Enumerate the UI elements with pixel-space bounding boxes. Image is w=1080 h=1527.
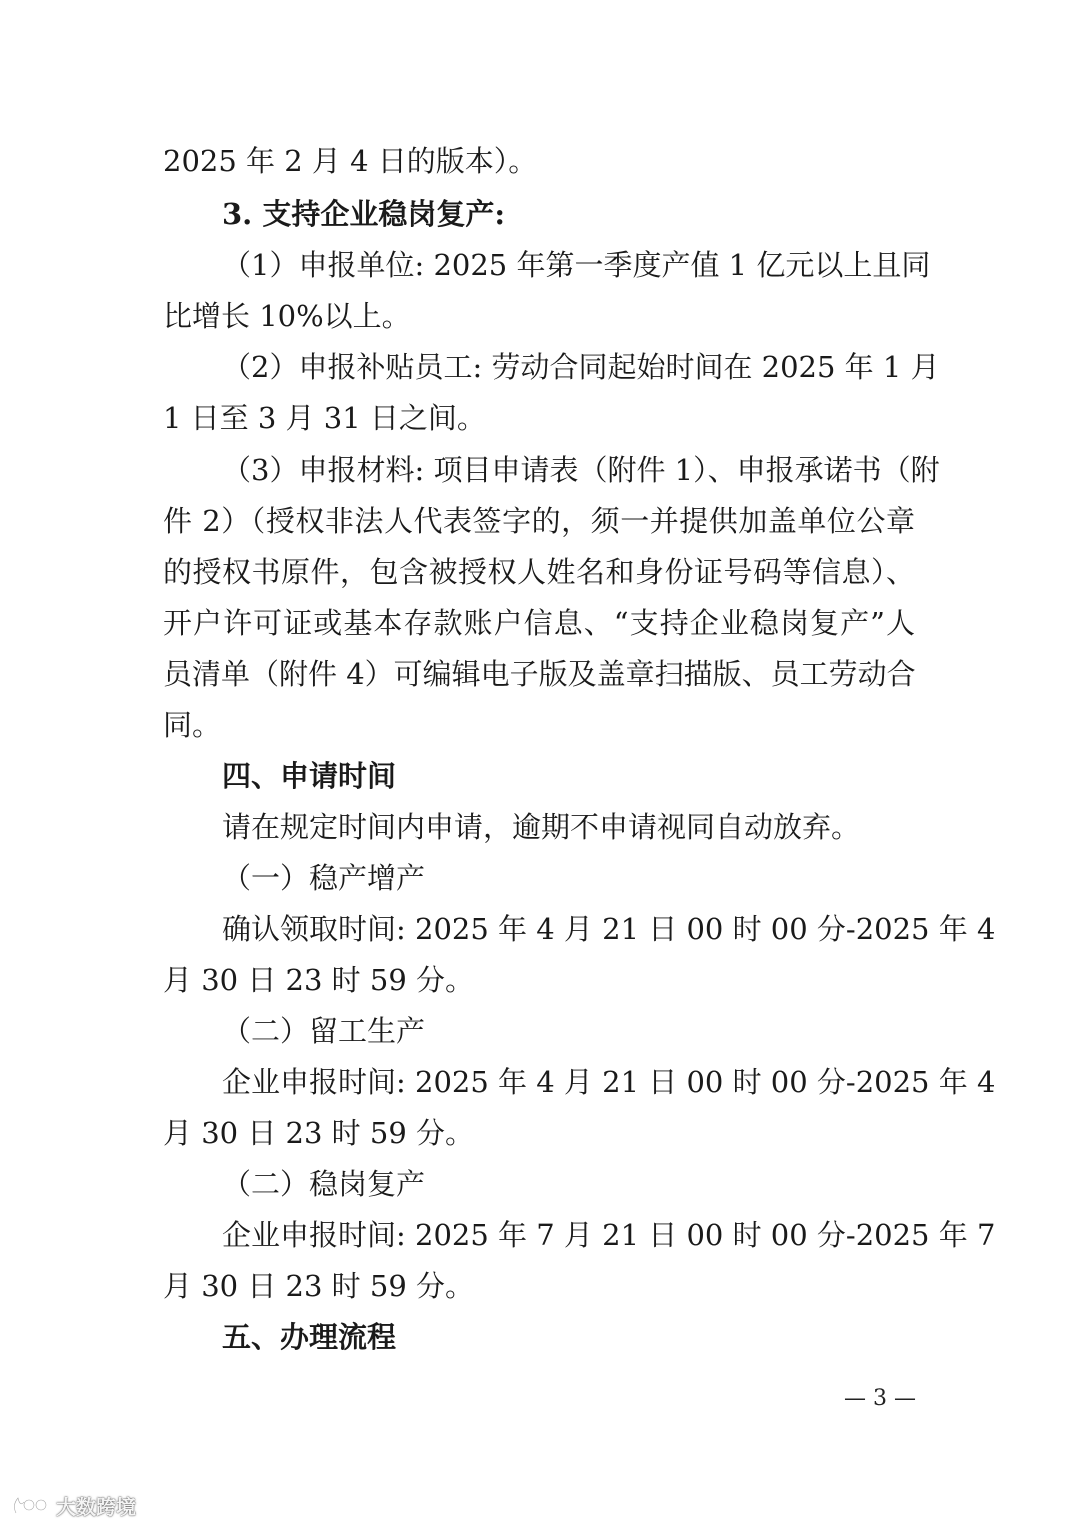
subsection-heading: （一）稳产增产	[222, 861, 426, 895]
section-subheading: 3. 支持企业稳岗复产:	[222, 197, 506, 231]
text-line: 比增长 10%以上。	[163, 299, 411, 333]
section-heading: 四、申请时间	[222, 759, 397, 793]
watermark-logo-icon	[10, 1493, 50, 1517]
page-number: — 3 —	[844, 1386, 916, 1411]
watermark-text: 大数跨境	[56, 1494, 136, 1519]
text-line: 月 30 日 23 时 59 分。	[163, 1269, 475, 1303]
subsection-heading: （二）留工生产	[222, 1014, 426, 1048]
text-line: 的授权书原件，包含被授权人姓名和身份证号码等信息）、	[163, 555, 915, 589]
text-line: 开户许可证或基本存款账户信息、“支持企业稳岗复产”人	[163, 606, 915, 640]
text-line: （1）申报单位: 2025 年第一季度产值 1 亿元以上且同	[222, 248, 931, 282]
text-line: 企业申报时间: 2025 年 7 月 21 日 00 时 00 分-2025 年 7	[222, 1218, 996, 1252]
text-line: 请在规定时间内申请，逾期不申请视同自动放弃。	[222, 810, 861, 844]
subsection-heading: （二）稳岗复产	[222, 1167, 426, 1201]
text-line: 确认领取时间: 2025 年 4 月 21 日 00 时 00 分-2025 年 4	[222, 912, 996, 946]
text-line: 月 30 日 23 时 59 分。	[163, 1116, 475, 1150]
text-line: （3）申报材料: 项目申请表（附件 1）、申报承诺书（附	[222, 453, 940, 487]
text-line: 同。	[163, 708, 222, 742]
text-line: 件 2）（授权非法人代表签字的，须一并提供加盖单位公章	[163, 504, 915, 538]
watermark	[10, 1490, 136, 1520]
text-line: （2）申报补贴员工: 劳动合同起始时间在 2025 年 1 月	[222, 350, 940, 384]
section-heading: 五、办理流程	[222, 1320, 397, 1354]
text-line: 企业申报时间: 2025 年 4 月 21 日 00 时 00 分-2025 年 4	[222, 1065, 996, 1099]
text-line: 2025 年 2 月 4 日的版本）。	[163, 144, 538, 178]
text-line: 1 日至 3 月 31 日之间。	[163, 401, 486, 435]
text-line: 员清单（附件 4）可编辑电子版及盖章扫描版、员工劳动合	[163, 657, 916, 691]
text-line: 月 30 日 23 时 59 分。	[163, 963, 475, 997]
